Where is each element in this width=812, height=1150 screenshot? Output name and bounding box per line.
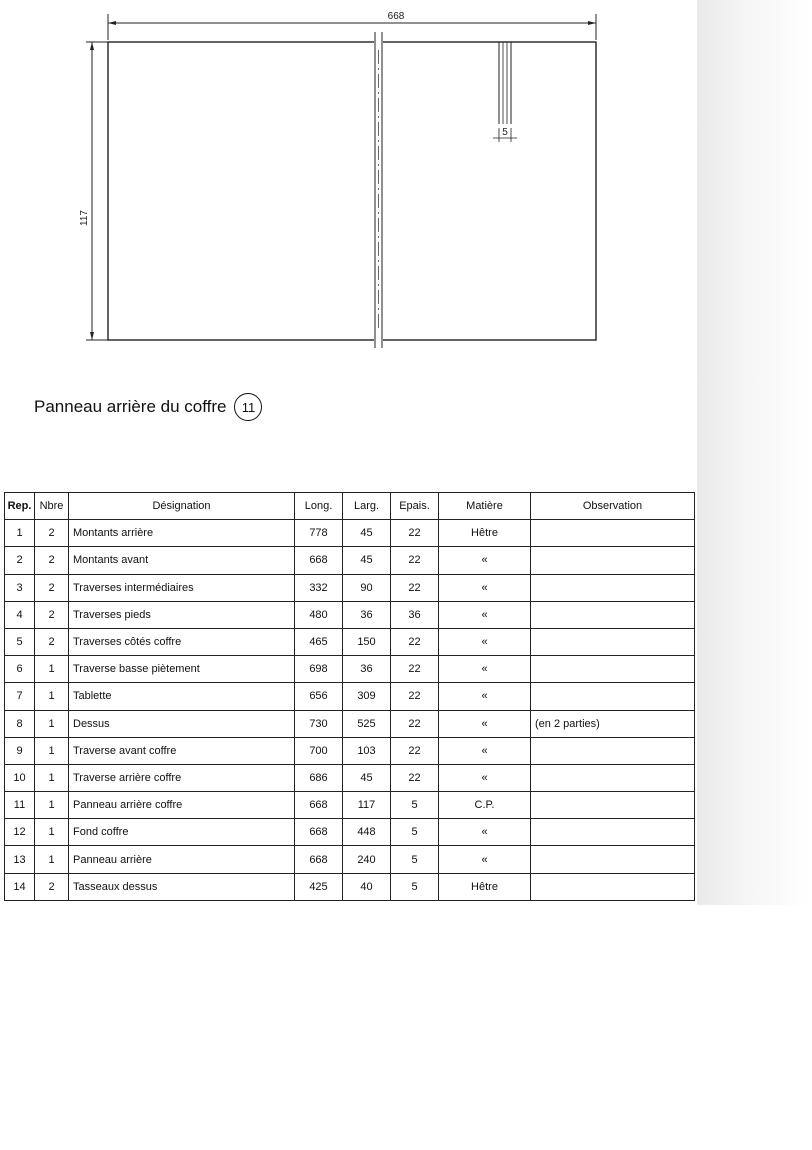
cell-rep: 14 [5,873,35,900]
cell-observation [531,656,695,683]
header-designation: Désignation [69,493,295,520]
cell-nbre: 1 [35,764,69,791]
cell-rep: 11 [5,792,35,819]
cell-observation [531,683,695,710]
table-row [5,601,695,628]
cell-matiere: « [439,601,531,628]
cell-observation [531,737,695,764]
header-observation: Observation [531,493,695,520]
cell-designation: Tablette [69,683,295,710]
cell-larg: 90 [343,574,391,601]
cell-nbre: 1 [35,710,69,737]
header-rep: Rep. [5,493,35,520]
cell-long: 425 [295,873,343,900]
cell-epais: 22 [391,764,439,791]
cell-epais: 5 [391,819,439,846]
cell-long: 332 [295,574,343,601]
cell-larg: 45 [343,520,391,547]
cell-matiere: Hêtre [439,873,531,900]
cell-nbre: 2 [35,628,69,655]
cell-rep: 1 [5,520,35,547]
width-dimension-label: 668 [387,11,405,22]
cell-rep: 10 [5,764,35,791]
cell-rep: 8 [5,710,35,737]
cell-epais: 5 [391,873,439,900]
cell-observation [531,819,695,846]
cell-long: 730 [295,710,343,737]
height-dimension-label: 117 [79,210,90,226]
header-epais: Epais. [391,493,439,520]
cell-designation: Traverse avant coffre [69,737,295,764]
cell-nbre: 2 [35,547,69,574]
cell-rep: 13 [5,846,35,873]
cell-designation: Traverse basse piètement [69,656,295,683]
cell-epais: 22 [391,710,439,737]
table-row [5,656,695,683]
thickness-dimension-label: 5 [502,127,508,138]
header-long: Long. [295,493,343,520]
cell-rep: 5 [5,628,35,655]
table-row [5,764,695,791]
table-row [5,710,695,737]
table-row [5,574,695,601]
cell-long: 778 [295,520,343,547]
cell-larg: 45 [343,547,391,574]
cell-epais: 22 [391,520,439,547]
cell-observation [531,601,695,628]
cell-epais: 22 [391,656,439,683]
cell-designation: Montants avant [69,547,295,574]
cell-observation [531,846,695,873]
cell-observation [531,628,695,655]
cell-observation [531,574,695,601]
table-row [5,520,695,547]
cell-designation: Dessus [69,710,295,737]
header-nbre: Nbre [35,493,69,520]
cell-nbre: 1 [35,819,69,846]
cell-matiere: « [439,819,531,846]
cell-nbre: 2 [35,574,69,601]
cell-epais: 5 [391,846,439,873]
cell-nbre: 1 [35,656,69,683]
cell-long: 668 [295,819,343,846]
cell-rep: 4 [5,601,35,628]
cell-designation: Traverses intermédiaires [69,574,295,601]
table-row [5,683,695,710]
cell-matiere: « [439,846,531,873]
cell-matiere: « [439,764,531,791]
cell-matiere: « [439,656,531,683]
cell-designation: Traverses pieds [69,601,295,628]
cell-observation [531,547,695,574]
part-number-circle: 11 [234,393,262,421]
cell-nbre: 1 [35,683,69,710]
cell-rep: 6 [5,656,35,683]
cell-matiere: « [439,710,531,737]
header-matiere: Matière [439,493,531,520]
cell-rep: 2 [5,547,35,574]
cell-epais: 22 [391,737,439,764]
table-row [5,628,695,655]
cell-epais: 36 [391,601,439,628]
cell-nbre: 1 [35,846,69,873]
cell-nbre: 2 [35,520,69,547]
cell-larg: 36 [343,656,391,683]
cell-larg: 36 [343,601,391,628]
cell-nbre: 2 [35,601,69,628]
panel-outline [108,42,596,340]
table-row [5,547,695,574]
header-larg: Larg. [343,493,391,520]
table-row [5,819,695,846]
cell-designation: Panneau arrière coffre [69,792,295,819]
cell-designation: Traverse arrière coffre [69,764,295,791]
page-edge-shadow [697,0,812,905]
cell-rep: 3 [5,574,35,601]
cell-observation [531,792,695,819]
parts-list-table [4,492,695,901]
cell-designation: Montants arrière [69,520,295,547]
cell-larg: 45 [343,764,391,791]
cell-long: 686 [295,764,343,791]
caption-text: Panneau arrière du coffre [34,397,227,416]
cell-rep: 9 [5,737,35,764]
cell-rep: 12 [5,819,35,846]
cell-long: 465 [295,628,343,655]
drawing-caption [34,393,262,421]
cell-nbre: 1 [35,737,69,764]
table-row [5,792,695,819]
cell-long: 698 [295,656,343,683]
cell-larg: 240 [343,846,391,873]
cell-larg: 150 [343,628,391,655]
cell-epais: 22 [391,574,439,601]
cell-long: 656 [295,683,343,710]
cell-matiere: Hêtre [439,520,531,547]
cell-designation: Fond coffre [69,819,295,846]
table-row [5,846,695,873]
cell-larg: 525 [343,710,391,737]
cell-epais: 5 [391,792,439,819]
cell-epais: 22 [391,628,439,655]
cell-long: 668 [295,792,343,819]
cell-long: 668 [295,547,343,574]
table-header-row [5,493,695,520]
cell-matiere: « [439,737,531,764]
cell-larg: 448 [343,819,391,846]
cell-matiere: « [439,547,531,574]
cell-long: 668 [295,846,343,873]
cell-nbre: 1 [35,792,69,819]
cell-larg: 40 [343,873,391,900]
cell-observation [531,764,695,791]
cell-designation: Traverses côtés coffre [69,628,295,655]
cell-rep: 7 [5,683,35,710]
cell-long: 480 [295,601,343,628]
cell-matiere: « [439,574,531,601]
cell-larg: 117 [343,792,391,819]
cell-matiere: « [439,628,531,655]
table-row [5,873,695,900]
panel-technical-drawing [0,0,700,380]
cell-larg: 309 [343,683,391,710]
cell-epais: 22 [391,683,439,710]
cell-long: 700 [295,737,343,764]
cell-matiere: C.P. [439,792,531,819]
table-row [5,737,695,764]
cell-designation: Panneau arrière [69,846,295,873]
cell-observation [531,520,695,547]
cell-nbre: 2 [35,873,69,900]
cell-observation: (en 2 parties) [531,710,695,737]
cell-designation: Tasseaux dessus [69,873,295,900]
cell-larg: 103 [343,737,391,764]
cell-epais: 22 [391,547,439,574]
cell-observation [531,873,695,900]
cell-matiere: « [439,683,531,710]
